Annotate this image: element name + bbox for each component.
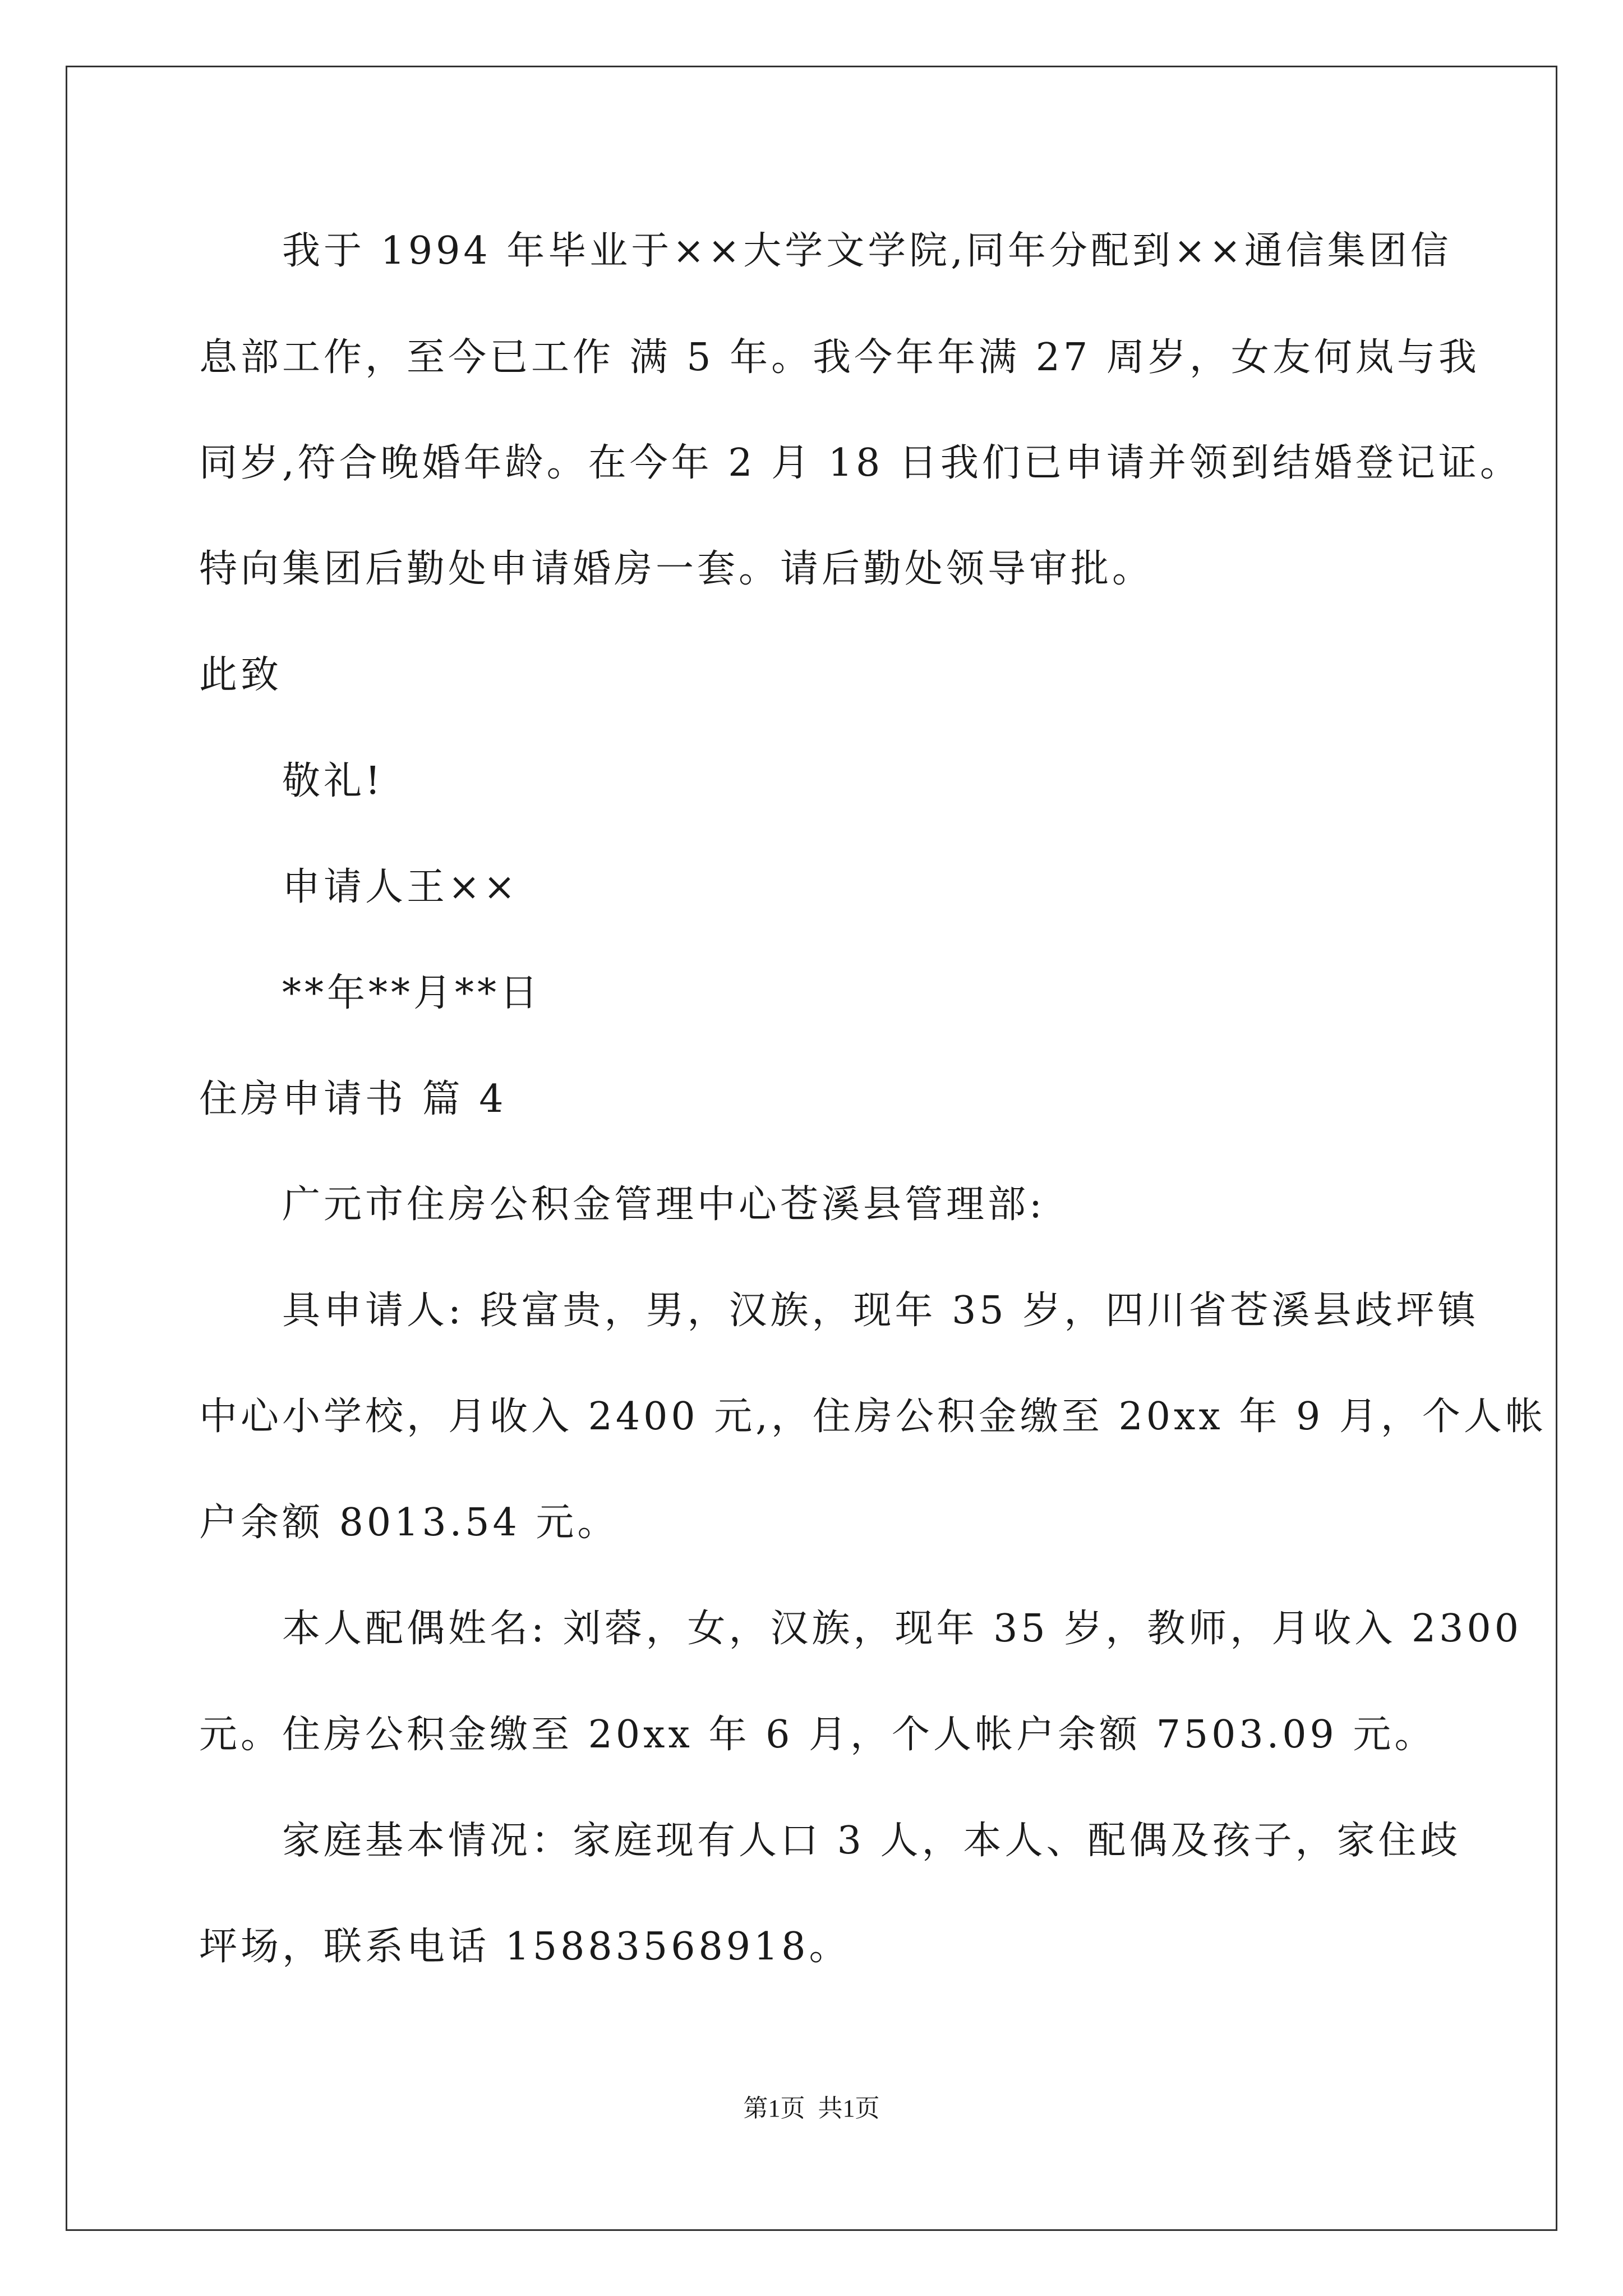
paragraph-line: 特向集团后勤处申请婚房一套。请后勤处领导审批。: [199, 547, 1154, 591]
paragraph-line: 户余额 8013.54 元。: [199, 1501, 619, 1545]
closing-salutation: 此致: [199, 653, 283, 697]
section-title: 住房申请书 篇 4: [199, 1077, 507, 1121]
paragraph-line: 同岁,符合晚婚年龄。在今年 2 月 18 日我们已申请并领到结婚登记证。: [199, 441, 1521, 485]
page-border: [66, 66, 1557, 2231]
paragraph-line: 我于 1994 年毕业于××大学文学院,同年分配到××通信集团信: [282, 229, 1452, 273]
page-footer: 第1页 共1页: [743, 2095, 880, 2122]
paragraph-line: 本人配偶姓名: 刘蓉，女，汉族，现年 35 岁，教师，月收入 2300: [282, 1607, 1522, 1651]
signature-date: **年**月**日: [282, 971, 542, 1015]
applicant-signature: 申请人王××: [282, 865, 519, 909]
paragraph-line: 家庭基本情况：家庭现有人口 3 人，本人、配偶及孩子，家住歧: [282, 1819, 1461, 1863]
paragraph-line: 元。住房公积金缴至 20xx 年 6 月，个人帐户余额 7503.09 元。: [199, 1713, 1436, 1757]
paragraph-line: 中心小学校，月收入 2400 元,，住房公积金缴至 20xx 年 9 月，个人帐: [199, 1395, 1547, 1439]
paragraph-line: 息部工作，至今已工作 满 5 年。我今年年满 27 周岁，女友何岚与我: [199, 335, 1480, 380]
paragraph-line: 具申请人: 段富贵，男，汉族，现年 35 岁，四川省苍溪县歧坪镇: [282, 1289, 1479, 1333]
paragraph-line: 坪场，联系电话 15883568918。: [199, 1925, 851, 1969]
closing-regards: 敬礼!: [282, 759, 384, 803]
addressee: 广元市住房公积金管理中心苍溪县管理部:: [282, 1182, 1045, 1227]
